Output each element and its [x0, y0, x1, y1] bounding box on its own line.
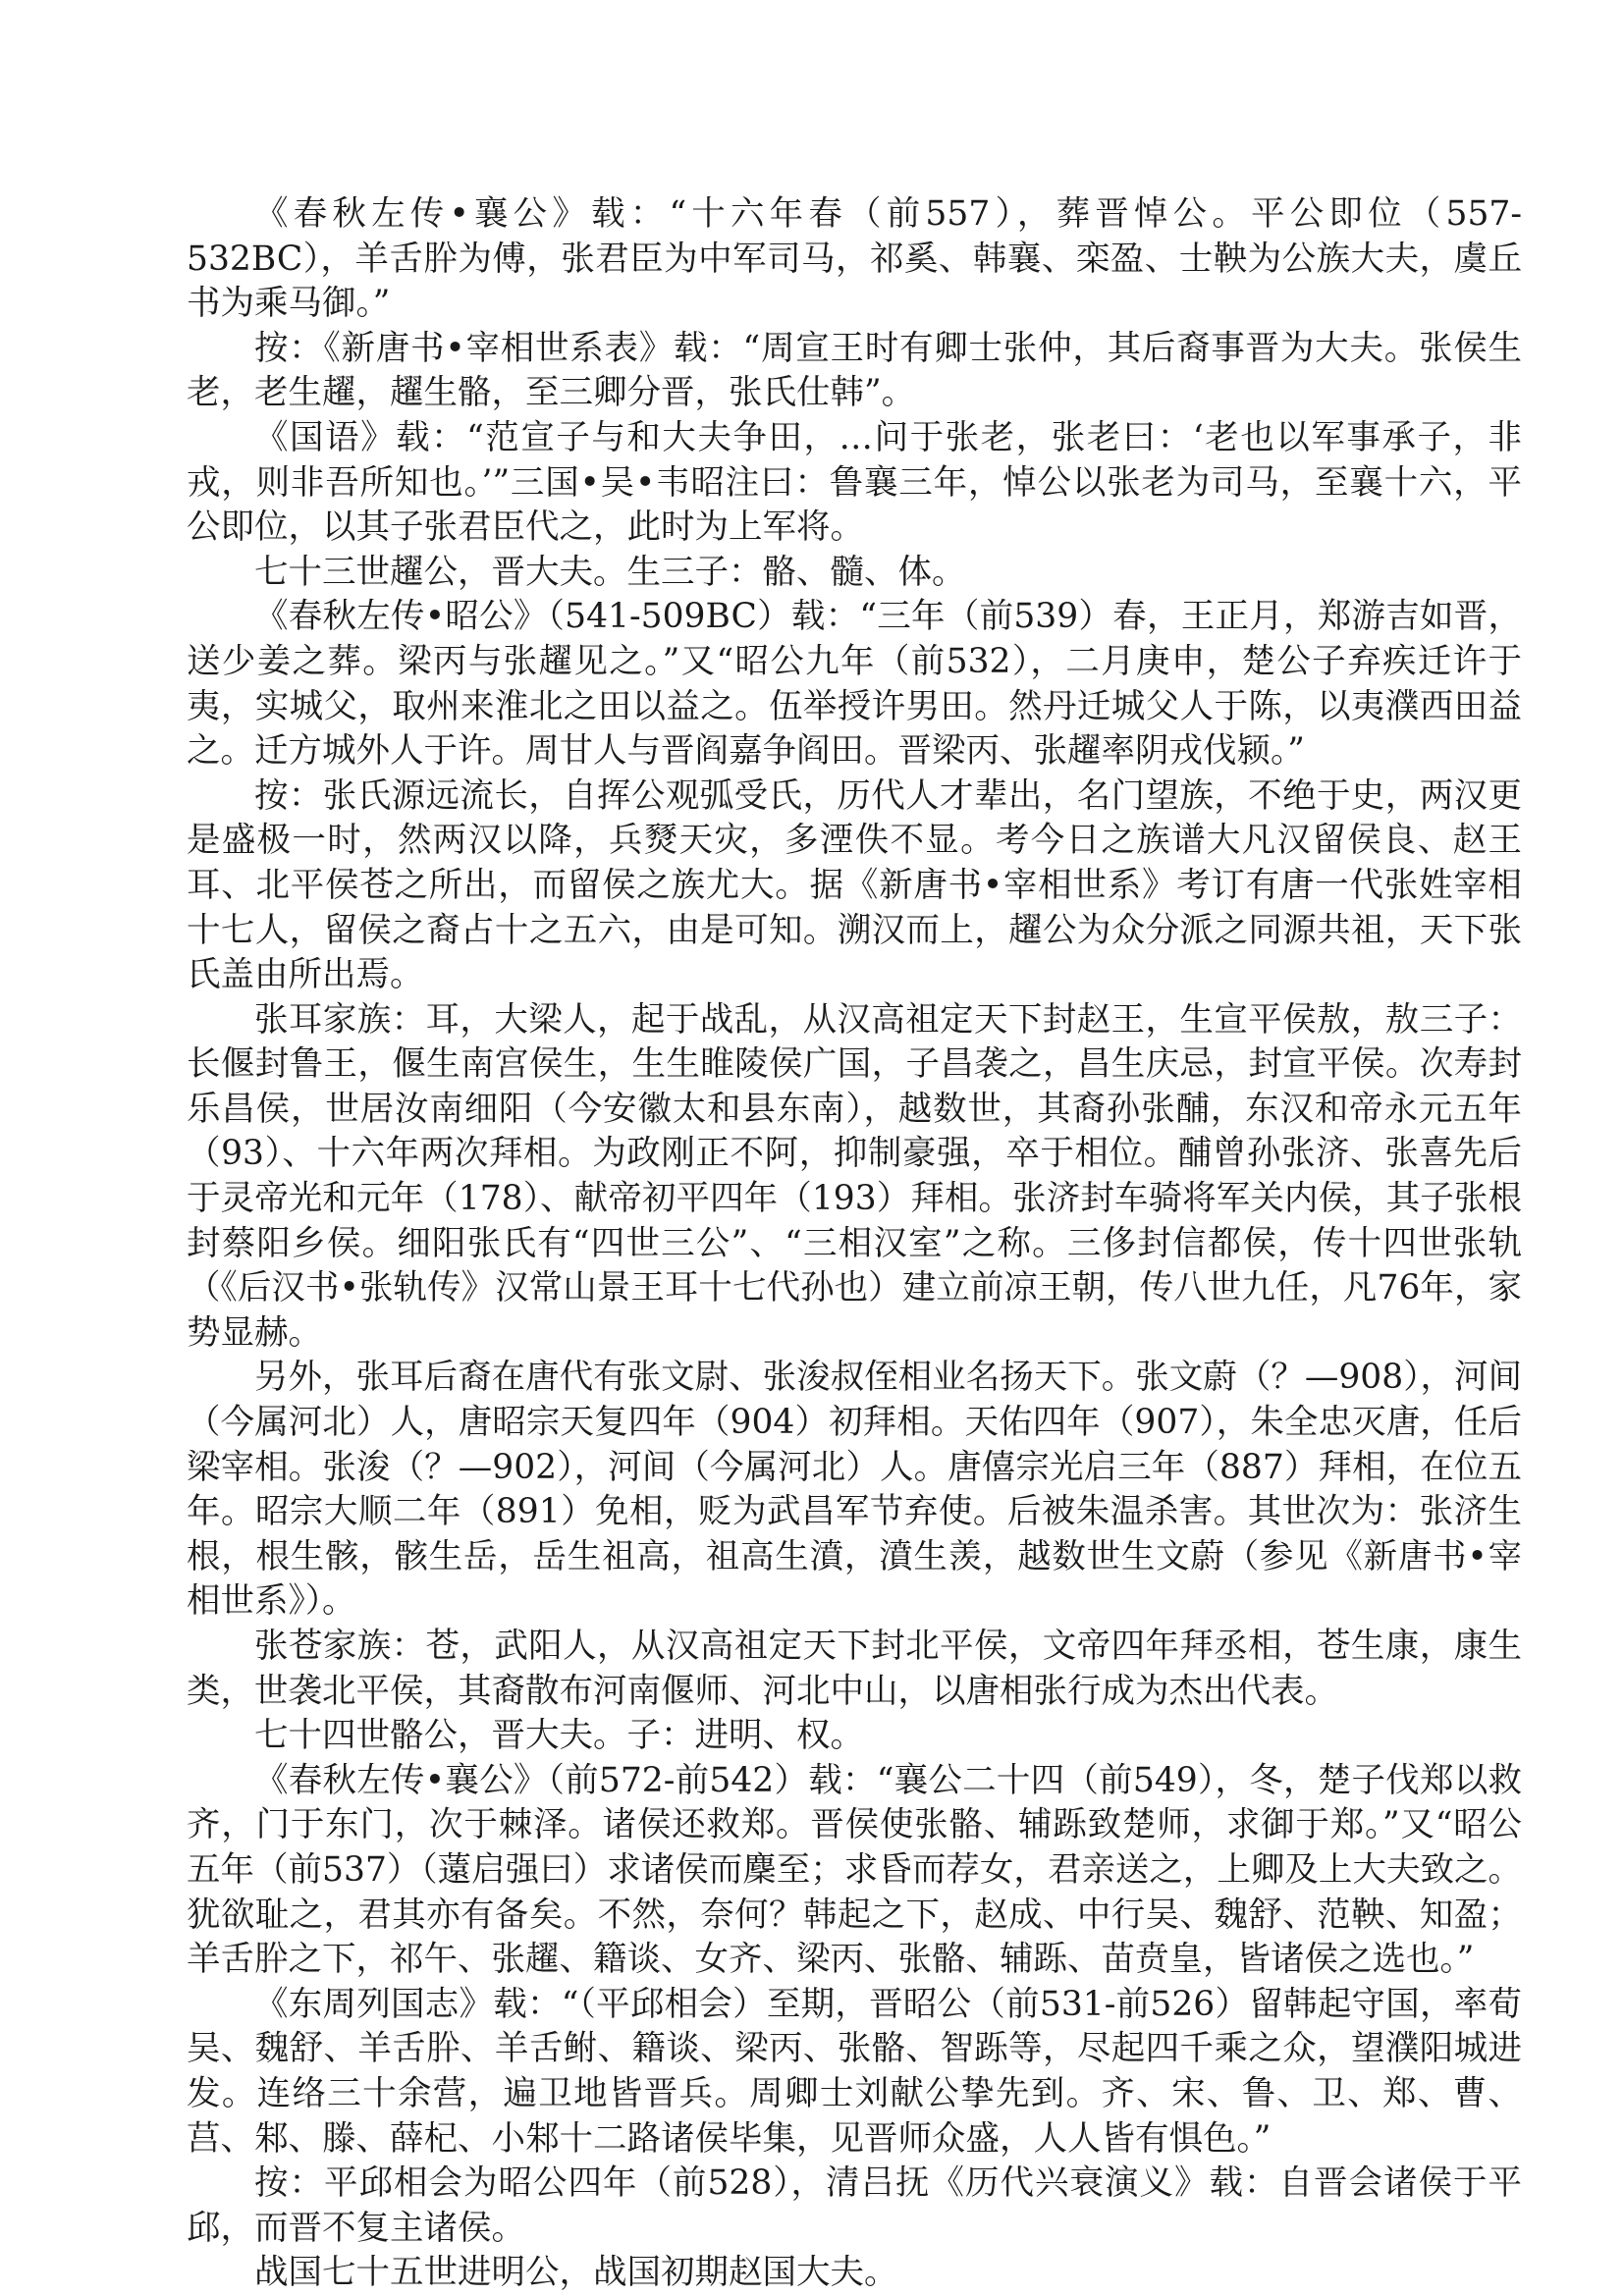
paragraph-zuozhuan-xianggong-24: 《春秋左传•襄公》（前572-前542）载：“襄公二十四（前549），冬，楚子伐郑以救齐，门于东门，次于棘泽。诸侯还救郑。晋侯使张骼、辅跞致楚师，求御于郑。”又“昭公五年（前537）（薳启强曰）求诸侯而麇至；求昏而荐女，君亲送之，上卿及上大夫致之。犹欲耻之，君其亦有备矣。不然，奈何？韩起之下，赵成、中行吴、魏舒、范鞅、知盈；羊舌肸之下，祁午、张趯、籍谈、女齐、梁丙、张骼、辅跞、苗贲皇，皆诸侯之选也。” [187, 1760, 1522, 1980]
paragraph-zuozhuan-zhaogong: 《春秋左传•昭公》（541-509BC）载：“三年（前539）春，王正月，郑游吉如晋，送少姜之葬。梁丙与张趯见之。”又“昭公九年（前532），二月庚申，楚公子弃疾迁许于夷，实城父，取州来淮北之田以益之。伍举授许男田。然丹迁城父人于陈，以夷濮西田益之。迁方城外人于许。周甘人与晋阎嘉争阎田。晋梁丙、张趯率阴戎伐颍。” [187, 597, 1522, 772]
paragraph-zhang-er-family: 张耳家族：耳，大梁人，起于战乱，从汉高祖定天下封赵王，生宣平侯敖，敖三子：长偃封鲁王，偃生南宫侯生，生生睢陵侯广国，子昌袭之，昌生庆忌，封宣平侯。次寿封乐昌侯，世居汝南细阳（今安徽太和县东南），越数世，其裔孙张酺，东汉和帝永元五年（93）、十六年两次拜相。为政刚正不阿，抑制豪强，卒于相位。酺曾孙张济、张喜先后于灵帝光和元年（178）、献帝初平四年（193）拜相。张济封车骑将军关内侯，其子张根封蔡阳乡侯。细阳张氏有“四世三公”、“三相汉室”之称。三侈封信都侯，传十四世张轨（《后汉书•张轨传》汉常山景王耳十七代孙也）建立前凉王朝，传八世九任，凡76年，家势显赫。 [187, 999, 1522, 1353]
paragraph-note-pingqiu: 按：平邱相会为昭公四年（前528），清吕抚《历代兴衰演义》载：自晋会诸侯于平邱，而晋不复主诸侯。 [187, 2163, 1522, 2248]
paragraph-tang-dynasty: 另外，张耳后裔在唐代有张文尉、张浚叔侄相业名扬天下。张文蔚（？—908），河间（今属河北）人，唐昭宗天复四年（904）初拜相。天佑四年（907），朱全忠灭唐，任后梁宰相。张浚（？—902），河间（今属河北）人。唐僖宗光启三年（887）拜相，在位五年。昭宗大顺二年（891）免相，贬为武昌军节弃使。后被朱温杀害。其世次为：张济生根，根生骸，骸生岳，岳生祖高，祖高生濆，濆生羡，越数世生文蔚（参见《新唐书•宰相世系》）。 [187, 1358, 1522, 1622]
paragraph-zhang-cang-family: 张苍家族：苍，武阳人，从汉高祖定天下封北平侯，文帝四年拜丞相，苍生康，康生类，世袭北平侯，其裔散布河南偃师、河北中山，以唐相张行成为杰出代表。 [187, 1627, 1522, 1711]
paragraph-note-origin: 按：张氏源远流长，自挥公观弧受氏，历代人才辈出，名门望族，不绝于史，两汉更是盛极一时，然两汉以降，兵燹天灾，多湮佚不显。考今日之族谱大凡汉留侯良、赵王耳、北平侯苍之所出，而留侯之族尤大。据《新唐书•宰相世系》考订有唐一代张姓宰相十七人，留侯之裔占十之五六，由是可知。溯汉而上，趯公为众分派之同源共祖，天下张氏盖由所出焉。 [187, 775, 1522, 995]
paragraph-generation-73: 七十三世趯公，晋大夫。生三子：骼、髓、体。 [254, 552, 966, 592]
paragraph-dongzhou-lieguozhi: 《东周列国志》载：“（平邱相会）至期，晋昭公（前531-前526）留韩起守国，率荀吴、魏舒、羊舌肸、羊舌鲋、籍谈、梁丙、张骼、智跞等，尽起四千乘之众，望濮阳城进发。连络三十余营，遍卫地皆晋兵。周卿士刘献公挚先到。齐、宋、鲁、卫、郑、曹、莒、邾、滕、薛杞、小邾十二路诸侯毕集，见晋师众盛，人人皆有惧色。” [187, 1984, 1522, 2159]
paragraph-generation-74: 七十四世骼公，晋大夫。子：进明、权。 [254, 1716, 864, 1756]
paragraph-guoyu: 《国语》载：“范宣子与和大夫争田，…问于张老，张老曰：‘老也以军事承子，非戎，则非吾所知也。’”三国•吴•韦昭注曰：鲁襄三年，悼公以张老为司马，至襄十六，平公即位，以其子张君臣代之，此时为上军将。 [187, 417, 1522, 548]
document-body [187, 192, 1522, 2296]
paragraph-generation-75: 战国七十五世进明公，战国初期赵国大夫。 [254, 2253, 898, 2293]
paragraph-zuozhuan-xianggong-16: 《春秋左传•襄公》载：“十六年春（前557），葬晋悼公。平公即位（557-532BC），羊舌肸为傅，张君臣为中军司马，祁奚、韩襄、栾盈、士鞅为公族大夫，虞丘书为乘马御。” [187, 194, 1522, 324]
paragraph-note-xintangshu: 按：《新唐书•宰相世系表》载：“周宣王时有卿士张仲，其后裔事晋为大夫。张侯生老，老生趯，趯生骼，至三卿分晋，张氏仕韩”。 [187, 328, 1522, 413]
